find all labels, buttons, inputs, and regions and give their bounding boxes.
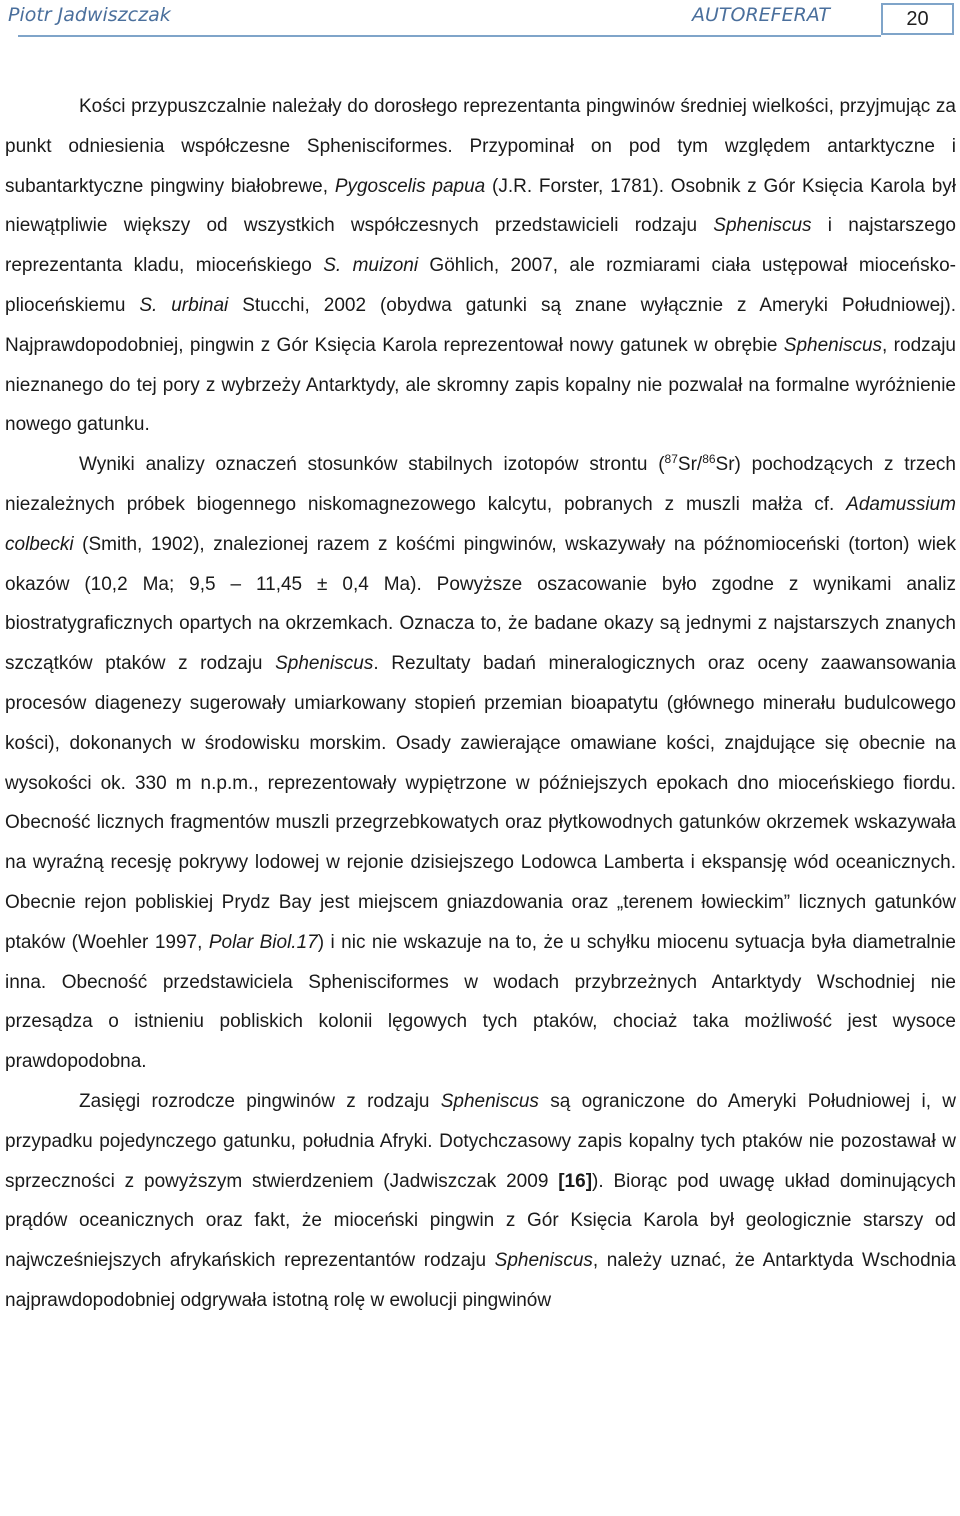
text-run: Göhlich, 2007, ale rozmiarami ciała ustępował mioceńsko-plioceńskiemu — [5, 255, 956, 316]
paragraph-3 — [5, 1082, 956, 1321]
text-run: Kości przypuszczalnie należały do dorosłego reprezentanta pingwinów średniej wielkości, przyjmując za punkt odniesienia współczesne Sphenisciformes. Przypominał on pod tym względem antarktyczne i subantarktyczne pingwiny białobrewe, — [5, 96, 956, 197]
text-run: Sr) pochodzących z trzech niezależnych próbek biogennego niskomagnezowego kalcytu, pobranych z muszli małża cf. — [5, 454, 956, 515]
italic-text: Spheniscus — [275, 653, 374, 675]
italic-text: S. muizoni — [323, 255, 419, 277]
italic-text: Adamussium colbecki — [5, 493, 956, 555]
italic-text: Spheniscus — [713, 215, 812, 237]
text-run: Zasięgi rozrodcze pingwinów z rodzaju — [79, 1090, 441, 1112]
header-document-type: AUTOREFERAT — [692, 4, 831, 26]
page-header — [0, 0, 960, 40]
document-body — [5, 87, 956, 1321]
text-run: są ograniczone do Ameryki Południowej i, w przypadku pojedynczego gatunku, południa Afryki. Dotychczasowy zapis kopalny tych ptaków nie pozostawał w sprzeczności z powyższym stwierdzeniem (Jadwiszczak 2009 — [5, 1090, 956, 1192]
header-rule — [18, 35, 881, 37]
text-run: , należy uznać, że Antarktyda Wschodnia najprawdopodobniej odgrywała istotną rolę w ewolucji pingwinów — [5, 1250, 956, 1311]
text-run: , rodzaju nieznanego do tej pory z wybrzeży Antarktydy, ale skromny zapis kopalny nie pozwalał na formalne wyróżnienie nowego gatunku. — [5, 334, 956, 436]
italic-text: Spheniscus — [494, 1250, 593, 1272]
text-run: (J.R. Forster, 1781). Osobnik z Gór Księcia Karola był niewątpliwie większy od wszystkich współczesnych przedstawicieli rodzaju — [5, 175, 956, 237]
text-run: ) i nic nie wskazuje na to, że u schyłku miocenu sytuacja była diametralnie inna. Obecność przedstawiciela Sphenisciformes w wodach przybrzeżnych Antarktydy Wschodniej nie przesądza o istnieniu pobliskich kolonii lęgowych tych ptaków, chociaż taka możliwość jest wysoce prawdopodobna. — [5, 931, 956, 1073]
citation-ref: [16] — [558, 1170, 593, 1192]
italic-text: 17 — [296, 931, 318, 953]
paragraph-1 — [5, 87, 956, 445]
italic-text: Spheniscus — [440, 1090, 539, 1112]
text-run: Sr/ — [677, 454, 703, 476]
text-run: i najstarszego reprezentanta kladu, mioceńskiego — [5, 215, 956, 277]
italic-text: Spheniscus — [783, 334, 883, 356]
text-run: ). Biorąc pod uwagę układ dominujących prądów oceanicznych oraz fakt, że mioceński pingwin z Gór Księcia Karola był geologicznie starszy od najwcześniejszych afrykańskich reprezentantów rodzaju — [5, 1170, 956, 1272]
text-run: (Smith, 1902), znalezionej razem z kośćmi pingwinów, wskazywały na późnomioceński (torton) wiek okazów (10,2 Ma; 9,5 – 11,45 ± 0,4 Ma). Powyższe oszacowanie było zgodne z wynikami analiz biostratygraficznych opartych na okrzemkach. Oznacza to, że badane okazy są jednymi z najstarszych znanych szczątków ptaków z rodzaju — [5, 533, 956, 675]
italic-text: S. urbinai — [139, 294, 229, 316]
text-run: . Rezultaty badań mineralogicznych oraz oceny zaawansowania procesów diagenezy sugerowały umiarkowany stopień przemian bioapatytu (głównego minerału budulcowego kości), dokonanych w środowisku morskim. Osady zawierające omawiane kości, znajdujące się obecnie na wysokości ok. 330 m n.p.m., reprezentowały wypiętrzone w późniejszych epokach dno mioceńskiego fiordu. Obecność licznych fragmentów muszli przegrzebkowatych oraz płytkowodnych gatunków okrzemek wskazywała na wyraźną recesję pokrywy lodowej w rejonie dzisiejszego Lodowca Lamberta i ekspansję wód oceanicznych. Obecnie rejon pobliskiej Prydz Bay jest miejscem gniazdowania oraz „terenem łowieckim” licznych gatunków ptaków (Woehler 1997, — [5, 653, 956, 953]
header-author: Piotr Jadwiszczak — [8, 4, 171, 26]
italic-text: Pygoscelis papua — [334, 175, 486, 197]
text-run: Wyniki analizy oznaczeń stosunków stabilnych izotopów strontu ( — [79, 454, 665, 476]
paragraph-2 — [5, 445, 956, 1082]
italic-text: Polar Biol. — [208, 931, 297, 953]
page-number: 20 — [881, 3, 954, 35]
isotope-superscript: 86 — [702, 452, 716, 467]
isotope-superscript: 87 — [664, 452, 678, 467]
text-run: Stucchi, 2002 (obydwa gatunki są znane wyłącznie z Ameryki Południowej). Najprawdopodobniej, pingwin z Gór Księcia Karola reprezentował nowy gatunek w obrębie — [5, 294, 956, 356]
